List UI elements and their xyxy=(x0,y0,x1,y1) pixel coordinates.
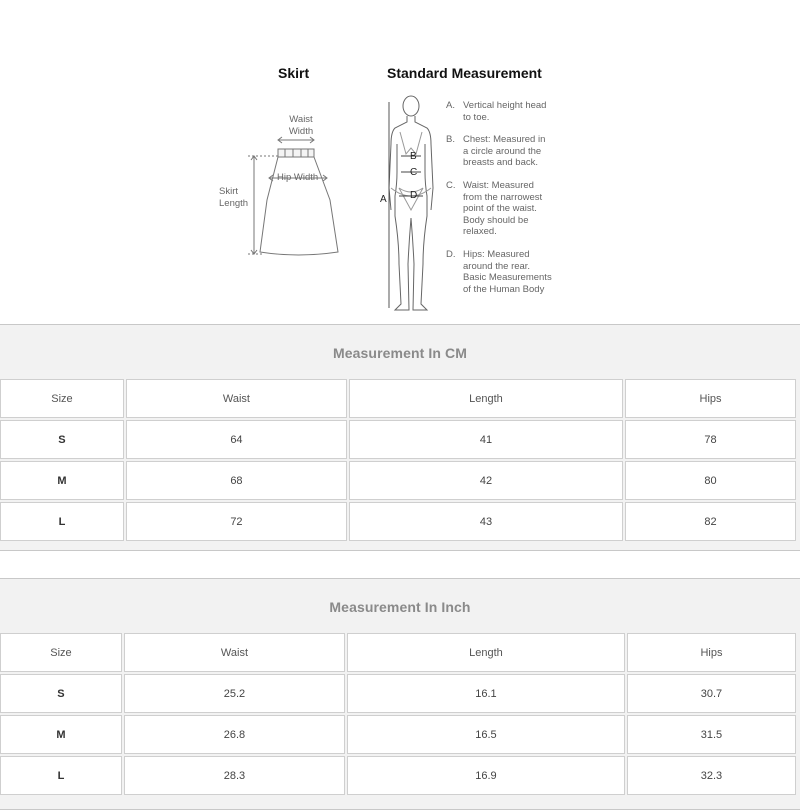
header-waist: Waist xyxy=(126,379,347,418)
cm-table-title: Measurement In CM xyxy=(333,345,467,361)
standard-measurement-title: Standard Measurement xyxy=(387,65,542,81)
note-a: A. Vertical height head to toe. xyxy=(446,100,547,123)
hips-cell: 32.3 xyxy=(627,756,796,795)
waist-cell: 72 xyxy=(126,502,347,541)
waist-width-label: Waist Width xyxy=(288,114,314,137)
skirt-illustration xyxy=(238,130,348,260)
header-hips: Hips xyxy=(625,379,796,418)
waist-cell: 28.3 xyxy=(124,756,345,795)
table-header-row xyxy=(0,379,796,418)
length-cell: 16.1 xyxy=(347,674,625,713)
size-cell: S xyxy=(0,420,124,459)
hips-cell: 31.5 xyxy=(627,715,796,754)
table-row xyxy=(0,502,796,541)
header-hips: Hips xyxy=(627,633,796,672)
cm-table-panel xyxy=(0,324,800,551)
body-letter-c: C xyxy=(410,167,418,178)
table-row xyxy=(0,674,796,713)
table-row xyxy=(0,756,796,795)
size-cell: L xyxy=(0,502,124,541)
waist-cell: 64 xyxy=(126,420,347,459)
header-length: Length xyxy=(349,379,623,418)
header-length: Length xyxy=(347,633,625,672)
table-row xyxy=(0,715,796,754)
length-cell: 16.9 xyxy=(347,756,625,795)
waist-cell: 25.2 xyxy=(124,674,345,713)
inch-table-title: Measurement In Inch xyxy=(329,599,471,615)
body-letter-a: A xyxy=(380,194,387,205)
table-row xyxy=(0,461,796,500)
waist-cell: 68 xyxy=(126,461,347,500)
waist-cell: 26.8 xyxy=(124,715,345,754)
hips-cell: 80 xyxy=(625,461,796,500)
table-row xyxy=(0,420,796,459)
note-b: B. Chest: Measured in a circle around the breasts and back. xyxy=(446,134,546,168)
size-cell: M xyxy=(0,715,122,754)
size-cell: M xyxy=(0,461,124,500)
size-cell: L xyxy=(0,756,122,795)
measurement-diagram xyxy=(0,0,800,318)
skirt-title: Skirt xyxy=(278,65,310,81)
length-cell: 42 xyxy=(349,461,623,500)
hips-cell: 82 xyxy=(625,502,796,541)
note-d: D. Hips: Measured around the rear. Basic Measurements of the Human Body xyxy=(446,249,552,295)
header-size: Size xyxy=(0,379,124,418)
skirt-length-label: Skirt Length xyxy=(219,186,249,209)
inch-size-table xyxy=(0,631,798,797)
header-waist: Waist xyxy=(124,633,345,672)
hip-width-label: Hip Width xyxy=(277,172,319,183)
body-letter-b: B xyxy=(410,151,417,162)
inch-table-panel xyxy=(0,578,800,810)
note-c: C. Waist: Measured from the narrowest point of the waist. Body should be relaxed. xyxy=(446,180,543,237)
length-cell: 41 xyxy=(349,420,623,459)
length-cell: 43 xyxy=(349,502,623,541)
hips-cell: 78 xyxy=(625,420,796,459)
length-cell: 16.5 xyxy=(347,715,625,754)
size-cell: S xyxy=(0,674,122,713)
header-size: Size xyxy=(0,633,122,672)
cm-size-table xyxy=(0,377,798,543)
table-header-row xyxy=(0,633,796,672)
hips-cell: 30.7 xyxy=(627,674,796,713)
body-letter-d: D xyxy=(410,190,418,201)
